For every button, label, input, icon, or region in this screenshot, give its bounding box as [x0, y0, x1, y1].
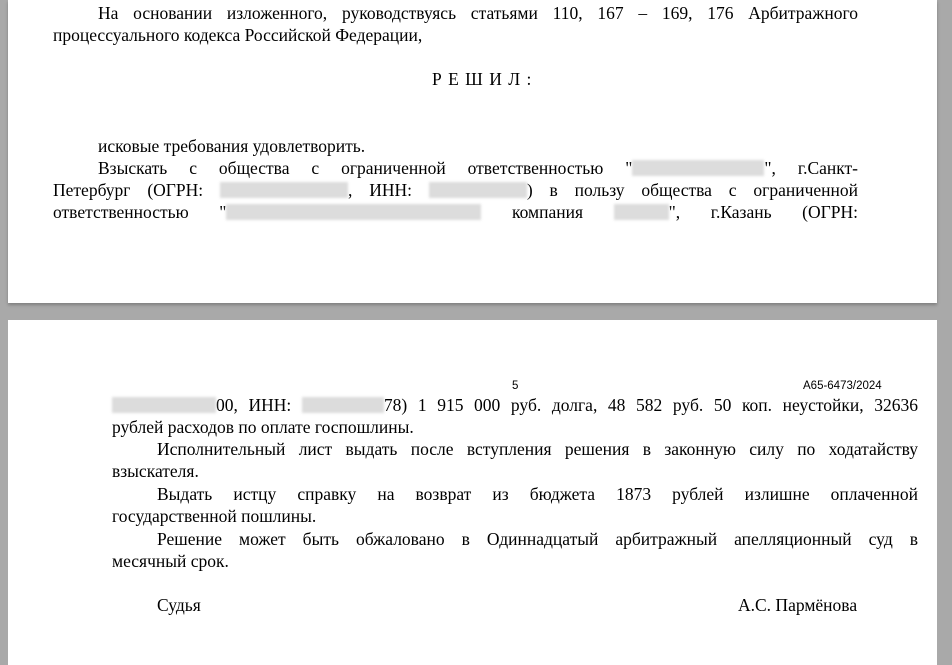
intro-line-2: процессуального кодекса Российской Федерации,: [53, 25, 423, 45]
redacted-ogrn: [112, 397, 216, 413]
document-page-2: [8, 320, 937, 665]
refund-line-1: Выдать истцу справку на возврат из бюджета 1873 рублей излишне оплаченной: [157, 484, 918, 504]
intro-line-1: На основании изложенного, руководствуясь статьями 110, 167 – 169, 176 Арбитражного: [98, 3, 858, 23]
case-number: А65-6473/2024: [803, 380, 882, 392]
resolution-heading: Р Е Ш И Л :: [432, 69, 533, 89]
writ-line-2: взыскателя.: [112, 461, 199, 481]
claims-granted: исковые требования удовлетворить.: [98, 136, 366, 156]
writ-line-1: Исполнительный лист выдать после вступления решения в законную силу по ходатайству: [157, 439, 918, 459]
judge-label: Судья: [157, 595, 201, 615]
collect-line-3: ответственностью " компания ", г.Казань (ОГРН:: [53, 202, 858, 222]
document-page-1: [8, 0, 937, 303]
redacted-name: [632, 160, 764, 176]
appeal-line-2: месячный срок.: [112, 551, 229, 571]
appeal-line-1: Решение может быть обжаловано в Одиннадцатый арбитражный апелляционный суд в: [157, 529, 918, 549]
refund-line-2: государственной пошлины.: [112, 506, 317, 526]
judge-name: А.С. Пармёнова: [738, 595, 858, 615]
continuation-line-2: рублей расходов по оплате госпошлины.: [112, 417, 414, 437]
redacted-inn: [429, 182, 527, 198]
redacted-inn: [302, 397, 384, 413]
page-number: 5: [512, 380, 519, 392]
collect-line-2: Петербург (ОГРН: , ИНН: ) в пользу общества с ограниченной: [53, 180, 859, 200]
continuation-line-1: 00, ИНН: 78) 1 915 000 руб. долга, 48 582 руб. 50 коп. неустойки, 32636: [112, 394, 918, 416]
redacted-name: [226, 204, 481, 220]
redacted-name: [614, 204, 669, 220]
redacted-ogrn: [220, 182, 348, 198]
collect-line-1: Взыскать с общества с ограниченной ответственностью " ", г.Санкт-: [98, 158, 858, 178]
